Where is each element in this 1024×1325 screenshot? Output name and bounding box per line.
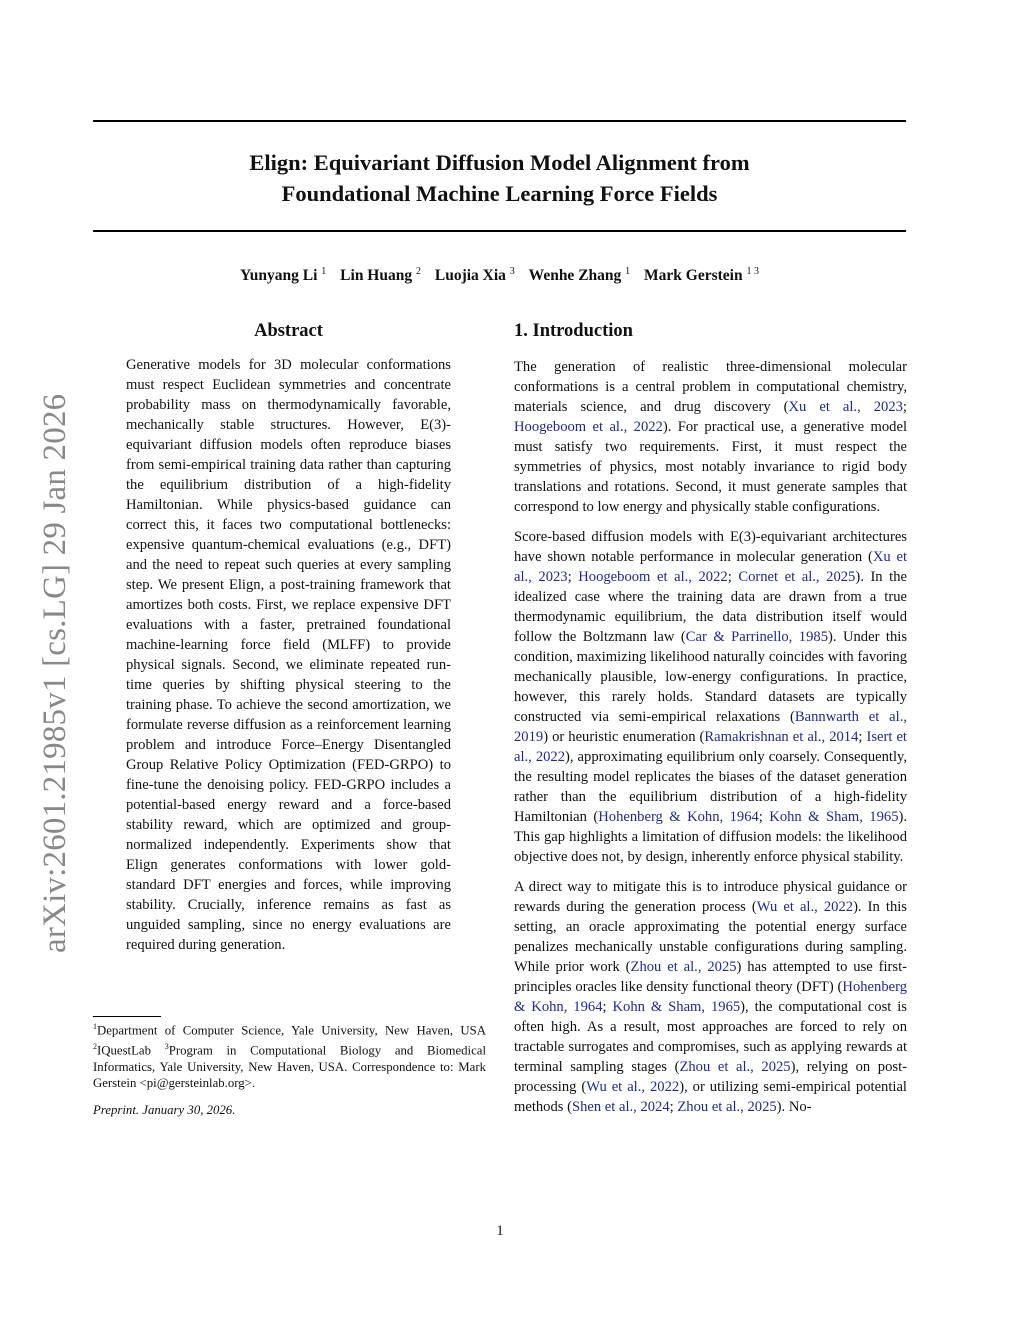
affiliation-text: IQuestLab	[97, 1043, 165, 1058]
introduction-paragraph	[514, 357, 907, 517]
paragraph-text: ). Under this condition, maximizing likelihood naturally coincides with favoring mechanically plausible, low-energy configurations. In practice, however, this rarely holds. Standard datasets are typically constructed via semi-empirical relaxations (	[514, 629, 907, 725]
affiliation-text: Program in Computational Biology and Biomedical Informatics, Yale University, New Haven, USA. Correspondence to: Mark Gerstein <pi@gersteinlab.org>.	[93, 1043, 486, 1091]
citation-link[interactable]: Ramakrishnan et al., 2014	[704, 729, 859, 745]
paragraph-text: ), or utilizing semi-empirical potential methods (	[514, 1079, 907, 1115]
author	[435, 267, 515, 284]
citation-link[interactable]: Wu et al., 2022	[586, 1079, 680, 1095]
paragraph-text: A direct way to mitigate this is to introduce physical guidance or rewards during the generation process (	[514, 879, 907, 915]
arxiv-identifier-text: arXiv:2601.21985v1 [cs.LG] 29 Jan 2026	[37, 393, 73, 953]
citation-link[interactable]: Cornet et al., 2025	[738, 569, 856, 585]
citation-link[interactable]: Hohenberg & Kohn, 1964	[598, 809, 759, 825]
author	[240, 267, 326, 284]
footnote-rule	[93, 1016, 161, 1017]
citation-link[interactable]: Zhou et al., 2025	[677, 1099, 777, 1115]
citation-link[interactable]: Xu et al., 2023	[514, 549, 907, 585]
author-name: Lin Huang	[340, 267, 413, 285]
author-name: Luojia Xia	[434, 267, 506, 285]
abstract-text: Generative models for 3D molecular conformations must respect Euclidean symmetries and concentrate probability mass on thermodynamically favorable, mechanically stable structures. However, E(3)-equivariant diffusion models often reproduce biases from semi-empirical training data rather than capturing the equilibrium distribution of a high-fidelity Hamiltonian. While physics-based guidance can correct this, it faces two computational bottlenecks: expensive quantum-chemical evaluations (e.g., DFT) and the need to repeat such queries at every sampling step. We present Elign, a post-training framework that amortizes both costs. First, we replace expensive DFT evaluations with a faster, pretrained foundational machine-learning force field (MLFF) to provide physical signals. Second, we eliminate repeated run-time queries by shifting physical steering to the training phase. To achieve the second amortization, we formulate reverse diffusion as a reinforcement learning problem and introduce Force–Energy Disentangled Group Relative Policy Optimization (FED-GRPO) to fine-tune the denoising policy. FED-GRPO includes a potential-based energy reward and a force-based stability reward, which are optimized and group-normalized independently. Experiments show that Elign generates conformations with lower gold-standard DFT energies and forces, while improving stability. Crucially, inference remains as fast as unguided sampling, since no energy evaluations are required during generation.	[126, 357, 451, 953]
paragraph-text: ;	[858, 729, 867, 745]
citation-link[interactable]: Kohn & Sham, 1965	[769, 809, 899, 825]
introduction-body	[514, 357, 907, 1127]
paragraph-text: Score-based diffusion models with E(3)-equivariant architectures have shown notable performance in molecular generation (	[514, 529, 907, 565]
title-line-2: Foundational Machine Learning Force Fields	[281, 181, 718, 206]
citation-link[interactable]: Kohn & Sham, 1965	[612, 999, 741, 1015]
paper-title	[93, 147, 906, 209]
paragraph-text: ;	[602, 999, 613, 1015]
paragraph-text: ). In this setting, an oracle approximating the potential energy surface penalizes mechanically unstable configurations during sampling. While prior work (	[514, 899, 907, 975]
author-name: Mark Gerstein	[644, 267, 743, 285]
introduction-paragraph	[514, 877, 907, 1117]
paragraph-text: ). This gap highlights a limitation of diffusion models: the likelihood objective does not, by design, inherently enforce physical stability.	[514, 809, 908, 865]
affiliation-text: Department of Computer Science, Yale University, New Haven, USA	[97, 1023, 486, 1038]
introduction-paragraph	[514, 527, 907, 867]
author-affiliation: 1	[321, 266, 327, 277]
footnote-marker: 2	[93, 1041, 97, 1051]
paragraph-text: ) or heuristic enumeration (	[543, 729, 705, 745]
citation-link[interactable]: Bannwarth et al., 2019	[514, 709, 907, 745]
citation-link[interactable]: Zhou et al., 2025	[630, 959, 737, 975]
paragraph-text: ), approximating equilibrium only coarsely. Consequently, the resulting model replicates the biases of the dataset generation rather than the equilibrium distribution of a high-fidelity Hamiltonian (	[514, 749, 907, 825]
paragraph-text: ) has attempted to use first-principles oracles like density functional theory (DFT) (	[514, 959, 907, 995]
footnote-marker: 3	[164, 1041, 169, 1051]
preprint-note: Preprint. January 30, 2026.	[93, 1103, 236, 1117]
paragraph-text: ). For practical use, a generative model must satisfy two requirements. First, it must respect the symmetries of physics, most notably invariance to rigid body translations and rotations. Second, it must generate samples that correspond to low energy and physically stable configurations.	[514, 419, 907, 515]
author-affiliation: 2	[415, 266, 421, 277]
footnote-marker: 1	[93, 1022, 97, 1031]
author	[340, 267, 421, 284]
paragraph-text: ), the computational cost is often high. As a result, most approaches are forced to rely on tractable surrogates and compromises, such as applying rewards at terminal sampling stages (	[514, 999, 907, 1075]
author-affiliation: 1 3	[746, 266, 759, 277]
paragraph-text: ;	[727, 569, 739, 585]
page-number: 1	[496, 1223, 504, 1239]
author	[644, 267, 759, 284]
paragraph-text: ;	[567, 569, 579, 585]
paragraph-text: The generation of realistic three-dimensional molecular conformations is a central problem in computational chemistry, materials science, and drug discovery (	[514, 359, 907, 415]
title-bottom-rule	[93, 230, 906, 232]
citation-link[interactable]: Hohenberg & Kohn, 1964	[514, 979, 907, 1015]
abstract-heading: Abstract	[254, 321, 323, 341]
title-top-rule	[93, 120, 906, 122]
citation-link[interactable]: Xu et al., 2023	[788, 399, 903, 415]
citation-link[interactable]: Car & Parrinello, 1985	[685, 629, 828, 645]
citation-link[interactable]: Shen et al., 2024	[571, 1099, 670, 1115]
citation-link[interactable]: Hoogeboom et al., 2022	[514, 419, 663, 435]
author-name: Yunyang Li	[240, 267, 318, 285]
paragraph-text: ;	[669, 1099, 678, 1115]
author	[529, 267, 630, 284]
paragraph-text: ;	[902, 399, 907, 415]
author-name: Wenhe Zhang	[528, 267, 622, 285]
author-list	[93, 266, 906, 285]
introduction-heading: 1. Introduction	[514, 321, 633, 341]
paragraph-text: ), relying on post-processing (	[514, 1059, 907, 1095]
citation-link[interactable]: Wu et al., 2022	[756, 899, 854, 915]
title-line-1: Elign: Equivariant Diffusion Model Alignment from	[249, 150, 750, 175]
paragraph-text: ;	[758, 809, 770, 825]
citation-link[interactable]: Isert et al., 2022	[514, 729, 907, 765]
paragraph-text: ). No-	[776, 1099, 812, 1115]
author-affiliation: 3	[509, 266, 515, 277]
citation-link[interactable]: Hoogeboom et al., 2022	[578, 569, 728, 585]
paragraph-text: ). In the idealized case where the training data are drawn from a true thermodynamic equilibrium, the data distribution itself would follow the Boltzmann law (	[514, 569, 908, 645]
citation-link[interactable]: Zhou et al., 2025	[679, 1059, 791, 1075]
author-affiliation: 1	[625, 266, 631, 277]
affiliation-footnote	[93, 1019, 486, 1092]
